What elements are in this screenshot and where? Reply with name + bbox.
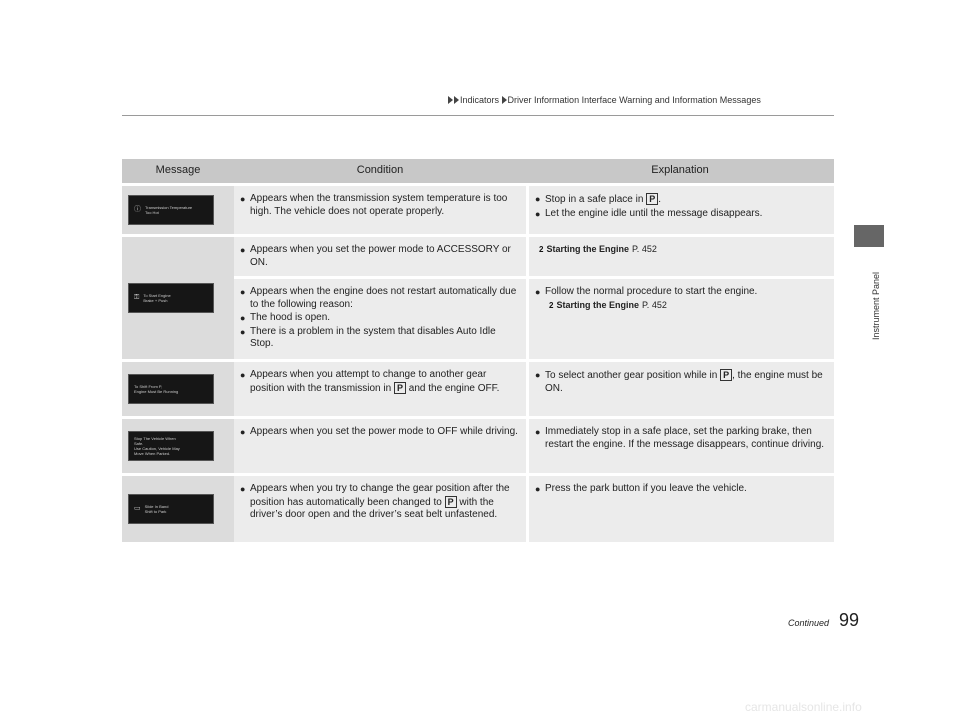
side-tab-marker: [854, 225, 884, 247]
bullet-icon: ●: [535, 194, 541, 204]
table-row: [122, 419, 834, 473]
condition-text: Appears when you set the power mode to ACCESSORY or ON.: [250, 244, 511, 268]
cross-reference[interactable]: [549, 300, 828, 311]
screen-line: Transmission Temperature: [145, 205, 193, 210]
bullet-icon: ●: [240, 287, 246, 297]
bullet-icon: ●: [535, 484, 541, 494]
screen-line: Stop The Vehicle When: [134, 436, 176, 441]
screen-line: Shift to Park: [144, 509, 167, 514]
explanation-cell: [526, 237, 834, 276]
condition-text: Appears when you set the power mode to OFF while driving.: [250, 426, 518, 437]
watermark: carmanualsonline.info: [745, 700, 862, 714]
condition-text: and the engine OFF.: [408, 382, 500, 394]
table-header-row: [122, 159, 834, 183]
bullet-icon: ●: [240, 484, 246, 494]
breadcrumb-section[interactable]: Driver Information Interface Warning and Information Messages: [507, 95, 761, 105]
bullet-icon: ●: [240, 245, 246, 255]
message-screen-image: [128, 494, 214, 524]
table-row: [122, 362, 834, 416]
condition-text: Appears when you attempt to change to another gear position with the transmission in: [250, 369, 487, 394]
reference-title[interactable]: Starting the Engine: [546, 244, 629, 254]
screen-line: To Start Engine: [143, 293, 171, 298]
message-cell: [122, 186, 234, 234]
breadcrumb-indicators[interactable]: Indicators: [460, 95, 500, 105]
message-cell: [122, 362, 234, 416]
header-explanation: Explanation: [526, 159, 834, 183]
reference-arrow-icon: 2: [539, 245, 544, 254]
explanation-cell: [526, 476, 834, 542]
reference-arrow-icon: 2: [549, 300, 554, 310]
condition-cell: [234, 419, 526, 473]
condition-text: Appears when the transmission system temperature is too high. The vehicle does not operate properly.: [250, 193, 508, 217]
condition-text: with the driver’s door open and the driver’s seat belt unfastened.: [250, 496, 498, 520]
condition-text: Appears when the engine does not restart automatically due to the following reason:: [250, 286, 517, 310]
bullet-icon: ●: [240, 194, 246, 204]
reference-page[interactable]: P. 452: [631, 244, 657, 254]
condition-cell: [234, 186, 526, 234]
reference-title[interactable]: Starting the Engine: [556, 299, 639, 310]
condition-subtext: The hood is open.: [250, 312, 331, 323]
screen-line: Brake + Push: [143, 298, 168, 303]
header-condition: Condition: [234, 159, 526, 183]
side-tab-label: [871, 248, 883, 348]
explanation-cell: [526, 279, 834, 359]
message-screen-image: [128, 283, 214, 313]
explanation-text: , the engine must be ON.: [545, 370, 823, 394]
bullet-icon: ●: [240, 370, 246, 380]
screen-line: Too Hot: [145, 210, 159, 215]
arrow-icon: [448, 96, 453, 104]
park-key-icon: P: [720, 369, 732, 381]
explanation-cell: ● Stop in a safe place in P . ● Let the engine idle until the message disappears.: [526, 186, 834, 234]
key-brake-icon: ⚿: [134, 293, 140, 301]
park-key-icon: P: [394, 382, 406, 394]
messages-table: [122, 156, 834, 545]
table-row: [122, 186, 834, 234]
warning-circle-icon: ⓘ: [134, 205, 141, 213]
bullet-icon: ●: [240, 427, 246, 437]
bullet-icon: ●: [535, 370, 541, 380]
arrow-icon: [502, 96, 507, 104]
bullet-icon: ●: [240, 313, 246, 323]
cross-reference[interactable]: [539, 244, 828, 255]
bullet-icon: ●: [535, 427, 541, 437]
condition-cell: [234, 362, 526, 416]
message-cell: [122, 476, 234, 542]
screen-line: Use Caution, Vehicle May: [134, 446, 180, 451]
condition-text: Appears when you try to change the gear position after the position has automatically been changed to: [250, 483, 510, 508]
header-rule: [122, 115, 834, 116]
page-number: 99: [839, 610, 860, 630]
bullet-icon: ●: [240, 326, 246, 337]
bullet-icon: ●: [535, 287, 541, 297]
screen-line: Move When Parked.: [134, 451, 171, 456]
condition-cell: [234, 237, 526, 276]
explanation-text: Let the engine idle until the message disappears.: [545, 207, 763, 219]
reference-page[interactable]: P. 452: [641, 299, 667, 310]
screen-line: To Shift From P,: [134, 384, 163, 389]
explanation-text: To select another gear position while in: [545, 370, 718, 381]
screen-line: Slide In Band: [144, 504, 169, 509]
arrow-icon: [454, 96, 459, 104]
message-cell: [122, 419, 234, 473]
screen-line: Safe.: [134, 441, 144, 446]
explanation-text: Follow the normal procedure to start the engine.: [545, 286, 758, 297]
condition-cell: [234, 279, 526, 359]
message-screen-image: [128, 195, 214, 225]
explanation-text: Immediately stop in a safe place, set the parking brake, then restart the engine. If the message disappears, continue driving.: [545, 426, 825, 450]
park-key-icon: P: [445, 496, 457, 508]
bullet-icon: ●: [535, 208, 541, 219]
table-row: [122, 476, 834, 542]
shift-icon: ▭: [134, 504, 141, 512]
side-tab-text: Instrument Panel: [871, 271, 881, 340]
message-screen-image: [128, 374, 214, 404]
park-key-icon: P: [646, 193, 658, 205]
condition-cell: [234, 476, 526, 542]
condition-subtext: There is a problem in the system that disables Auto Idle Stop.: [250, 325, 496, 349]
explanation-text: Press the park button if you leave the vehicle.: [545, 483, 747, 494]
breadcrumb: [448, 95, 761, 105]
header-message: Message: [122, 159, 234, 183]
explanation-cell: [526, 419, 834, 473]
screen-line: Engine Must Be Running: [134, 389, 179, 394]
table-row: [122, 237, 834, 276]
continued-label: Continued: [788, 618, 830, 628]
message-cell: [122, 237, 234, 359]
explanation-text: Stop in a safe place in: [545, 194, 644, 205]
explanation-cell: [526, 362, 834, 416]
message-screen-image: [128, 431, 214, 461]
